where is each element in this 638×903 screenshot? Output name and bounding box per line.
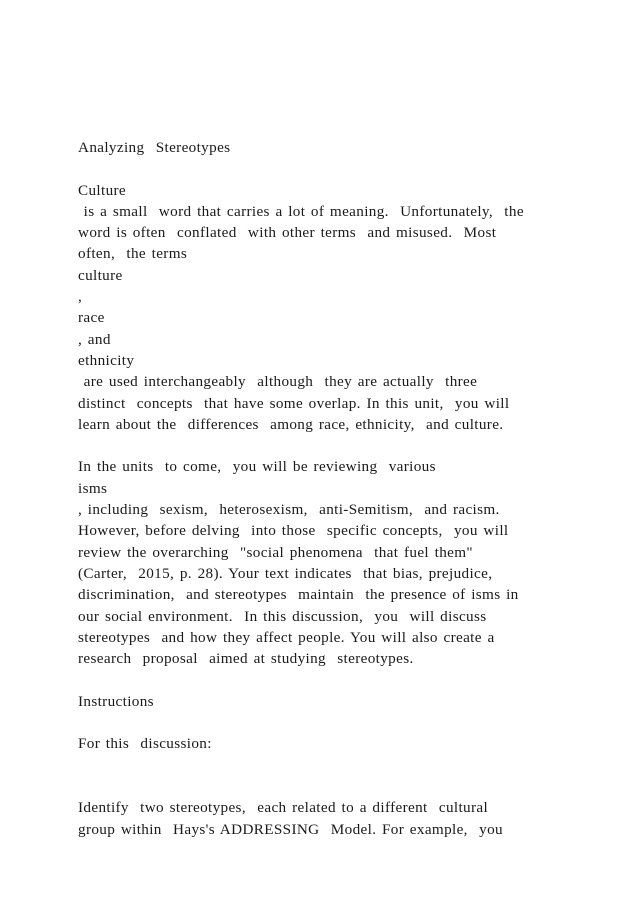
document-title: Analyzing Stereotypes <box>78 139 231 156</box>
text-line: learn about the differences among race, ethnicity, and culture. <box>78 415 504 433</box>
text-line: discrimination, and stereotypes maintain the presence of isms in <box>78 586 519 604</box>
text-line: is a small word that carries a lot of meaning. Unfortunately, the <box>78 202 524 220</box>
text-line: (Carter, 2015, p. 28). Your text indicates that bias, prejudice, <box>78 564 493 582</box>
term-isms: isms <box>78 479 108 497</box>
text-line: group within Hays's ADDRESSING Model. For example, you <box>78 820 503 838</box>
blank-line <box>78 669 598 690</box>
section-heading-instructions: Instructions <box>78 692 154 710</box>
text-line: In the units to come, you will be reviewing various <box>78 458 436 476</box>
blank-line <box>78 776 598 797</box>
text-line: are used interchangeably although they are actually three <box>78 373 478 391</box>
text-line: , <box>78 288 83 306</box>
text-line: often, the terms <box>78 245 188 263</box>
term-ethnicity: ethnicity <box>78 351 135 369</box>
text-line: distinct concepts that have some overlap. In this unit, you will <box>78 394 510 412</box>
text-line: However, before delving into those specific concepts, you will <box>78 522 509 540</box>
term-race: race <box>78 309 105 327</box>
text-line: research proposal aimed at studying stereotypes. <box>78 650 414 668</box>
document-body <box>78 137 598 840</box>
text-line: our social environment. In this discussion, you will discuss <box>78 607 487 625</box>
text-line: word is often conflated with other terms and misused. Most <box>78 224 497 242</box>
blank-line <box>78 158 598 179</box>
text-line: stereotypes and how they affect people. You will also create a <box>78 628 495 646</box>
text-line: review the overarching "social phenomena that fuel them" <box>78 543 473 561</box>
text-line: For this discussion: <box>78 735 212 753</box>
blank-line <box>78 712 598 733</box>
term-culture: Culture <box>78 181 127 199</box>
blank-line <box>78 755 598 776</box>
text-line: , and <box>78 330 111 348</box>
text-line: , including sexism, heterosexism, anti-Semitism, and racism. <box>78 501 500 519</box>
text-line: Identify two stereotypes, each related to a different cultural <box>78 799 489 817</box>
blank-line <box>78 435 598 456</box>
term-culture-inline: culture <box>78 266 123 284</box>
